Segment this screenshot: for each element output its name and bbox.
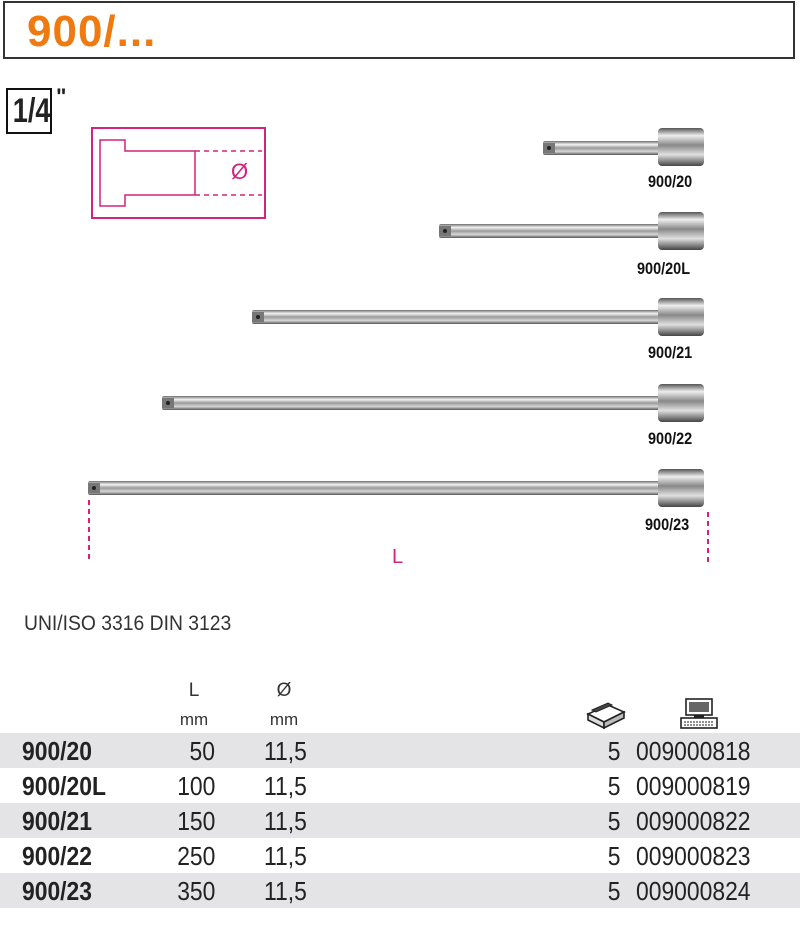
- bar-900-20l: [439, 212, 704, 250]
- bar-900-22: [162, 384, 704, 422]
- row-qty: 5: [607, 876, 620, 906]
- row-length: 150: [176, 806, 215, 836]
- computer-icon: [680, 698, 720, 730]
- row-length: 350: [176, 876, 215, 906]
- row-length: 250: [176, 841, 215, 871]
- row-code: 900/23: [22, 876, 92, 906]
- length-label: L: [392, 546, 404, 568]
- row-diameter: 11,5: [264, 841, 307, 871]
- bar-900-21: [252, 298, 704, 336]
- table-row: [0, 838, 800, 873]
- row-diameter: 11,5: [264, 771, 307, 801]
- socket-section-drawing: [92, 128, 265, 218]
- bar-label: 900/20: [648, 172, 693, 191]
- box-icon: [586, 700, 626, 730]
- table-row: [0, 768, 800, 803]
- table-row: [0, 873, 800, 908]
- row-qty: 5: [607, 771, 620, 801]
- col-diameter-unit: mm: [269, 710, 299, 729]
- bar-label: 900/22: [648, 429, 693, 448]
- col-length-label: L: [188, 680, 200, 701]
- bar-label: 900/20L: [637, 259, 691, 278]
- standard-text: UNI/ISO 3316 DIN 3123: [24, 612, 232, 635]
- col-length-unit: mm: [179, 710, 209, 729]
- drive-size-text: 1/4: [12, 92, 51, 130]
- bar-900-23: [88, 469, 704, 507]
- row-diameter: 11,5: [264, 736, 307, 766]
- col-diameter-label: Ø: [276, 680, 292, 701]
- row-article: 009000823: [636, 841, 751, 871]
- row-code: 900/21: [22, 806, 92, 836]
- row-code: 900/20L: [22, 771, 106, 801]
- row-article: 009000824: [636, 876, 751, 906]
- row-article: 009000819: [636, 771, 751, 801]
- drive-inch-mark: ": [56, 84, 67, 109]
- row-diameter: 11,5: [264, 876, 307, 906]
- table-row: [0, 733, 800, 768]
- bar-900-20: [543, 128, 704, 166]
- product-table: [0, 733, 800, 908]
- row-qty: 5: [607, 841, 620, 871]
- row-qty: 5: [607, 736, 620, 766]
- row-length: 100: [176, 771, 215, 801]
- row-length: 50: [189, 736, 215, 766]
- row-code: 900/20: [22, 736, 92, 766]
- row-diameter: 11,5: [264, 806, 307, 836]
- row-code: 900/22: [22, 841, 92, 871]
- bar-label: 900/21: [648, 343, 693, 362]
- page-title: 900/...: [27, 7, 157, 56]
- diameter-symbol: Ø: [231, 159, 249, 184]
- bar-label: 900/23: [645, 515, 690, 534]
- row-article: 009000818: [636, 736, 751, 766]
- table-row: [0, 803, 800, 838]
- row-qty: 5: [607, 806, 620, 836]
- row-article: 009000822: [636, 806, 751, 836]
